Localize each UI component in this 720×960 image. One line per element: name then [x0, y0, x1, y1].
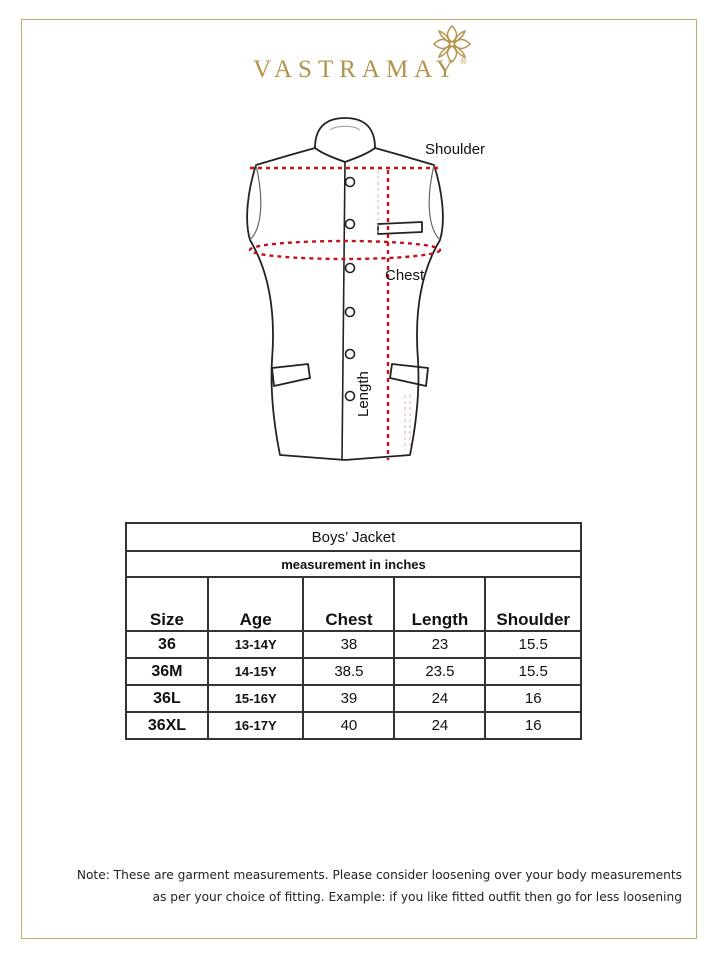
table-subtitle: measurement in inches [126, 551, 581, 577]
chest-label: Chest [385, 267, 425, 284]
header-size: Size [126, 577, 208, 631]
jacket-diagram [230, 110, 460, 470]
fit-note [36, 864, 682, 908]
cell-age: 15-16Y [208, 685, 304, 712]
cell-age: 16-17Y [208, 712, 304, 739]
cell-length: 23 [394, 631, 485, 658]
cell-shoulder: 16 [485, 712, 581, 739]
table-row [126, 712, 581, 739]
fit-note-line: as per your choice of fitting. Example: if you like fitted outfit then go for less loosening [152, 890, 682, 904]
jacket-button [346, 350, 355, 359]
cell-shoulder: 15.5 [485, 658, 581, 685]
length-label: Length [355, 371, 372, 417]
cell-chest: 40 [303, 712, 394, 739]
table-row [126, 658, 581, 685]
cell-shoulder: 15.5 [485, 631, 581, 658]
cell-chest: 39 [303, 685, 394, 712]
jacket-button [346, 264, 355, 273]
cell-chest: 38 [303, 631, 394, 658]
brand-logo-text: VASTRAMAY® [253, 56, 467, 83]
cell-age: 13-14Y [208, 631, 304, 658]
chest-measure-line [250, 241, 440, 259]
header-shoulder: Shoulder [485, 577, 581, 631]
jacket-button [346, 392, 355, 401]
cell-age: 14-15Y [208, 658, 304, 685]
fit-note-line: Note: These are garment measurements. Please consider loosening over your body measurements [76, 868, 682, 882]
shoulder-label: Shoulder [425, 141, 486, 158]
cell-size: 36L [126, 685, 208, 712]
cell-length: 23.5 [394, 658, 485, 685]
jacket-button [346, 308, 355, 317]
table-header-row [126, 577, 581, 631]
cell-length: 24 [394, 712, 485, 739]
cell-size: 36 [126, 631, 208, 658]
size-chart-table [125, 522, 582, 740]
right-pocket [390, 364, 428, 386]
table-row [126, 685, 581, 712]
cell-chest: 38.5 [303, 658, 394, 685]
left-pocket [272, 364, 310, 386]
header-chest: Chest [303, 577, 394, 631]
chest-pocket [378, 222, 422, 234]
button-column [346, 178, 355, 401]
jacket-button [346, 178, 355, 187]
cell-shoulder: 16 [485, 685, 581, 712]
table-title: Boys’ Jacket [126, 523, 581, 551]
header-age: Age [208, 577, 304, 631]
cell-length: 24 [394, 685, 485, 712]
jacket-collar [315, 118, 375, 148]
table-row [126, 631, 581, 658]
cell-size: 36M [126, 658, 208, 685]
jacket-button [346, 220, 355, 229]
header-length: Length [394, 577, 485, 631]
cell-size: 36XL [126, 712, 208, 739]
